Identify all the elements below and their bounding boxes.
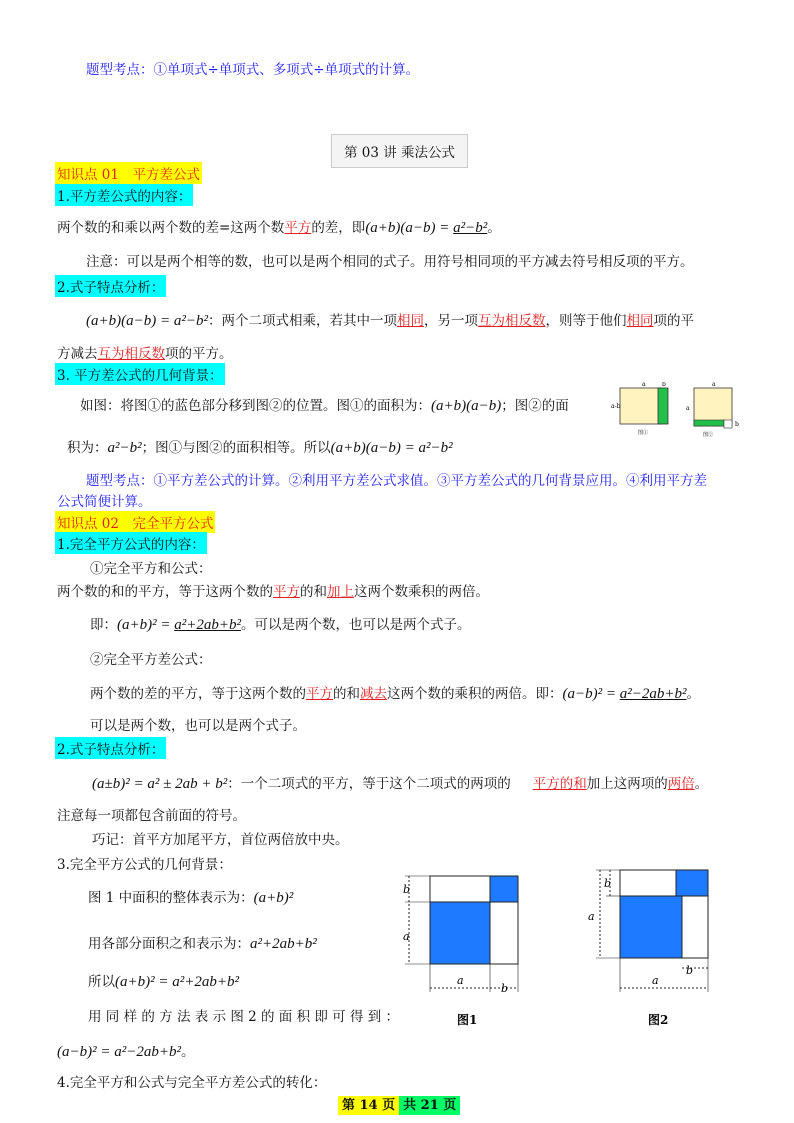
fig2-b-square <box>676 870 708 896</box>
fig1-a-square <box>430 902 490 964</box>
perfect-square-figure-1 <box>395 868 530 1030</box>
perfect-square-figure-2 <box>580 862 720 1030</box>
page-number: 第 14 页 <box>338 1096 399 1115</box>
fig1-caption: 图1 <box>457 1013 478 1027</box>
fig2-label-b: b <box>735 421 739 428</box>
chapter-title: 第 03 讲 乘法公式 <box>331 134 468 168</box>
kp2-difference-definition: 两个数的差的平方，等于这两个数的平方的和减去这两个数的乘积的两倍。即：(a−b)² = a²−2ab+b²。 <box>90 686 700 702</box>
fig1-label-a-left: a <box>403 930 410 943</box>
difference-of-squares-figure <box>610 382 742 438</box>
fig1-yellow-rect <box>620 388 662 424</box>
fig2-label-a: a <box>686 405 690 412</box>
fig1-label-b-bottom: b <box>501 982 509 995</box>
page-footer <box>338 1094 460 1113</box>
fig2-label-b-bottom: b <box>686 964 694 977</box>
fig2-label-a-left: a <box>588 910 595 923</box>
fig2-blue-square <box>620 896 682 958</box>
kp2-heading-geometry: 3.完全平方公式的几何背景： <box>57 857 232 873</box>
kp1-features-line2: 方减去互为相反数项的平方。 <box>57 346 233 362</box>
fig1-green-rect <box>658 388 668 424</box>
kp1-heading-content: 1.平方差公式的内容： <box>55 184 193 206</box>
fig1-caption: 图① <box>638 430 649 436</box>
fig2-label-a-bottom: a <box>652 974 659 987</box>
knowledge-point-1-title: 知识点 01 平方差公式 <box>55 162 202 184</box>
fig2-green-strip <box>694 420 724 426</box>
kp2-difference-note: 可以是两个数，也可以是两个式子。 <box>90 718 306 734</box>
kp1-geometry-line2: 积为：a²−b²；图①与图②的面积相等。所以(a+b)(a−b) = a²−b² <box>67 440 453 456</box>
fig2-label-a-top: a <box>712 382 716 388</box>
knowledge-point-2-title: 知识点 02 完全平方公式 <box>55 511 215 533</box>
kp2-geo-conclusion: 所以(a+b)² = a²+2ab+b² <box>88 974 239 990</box>
kp2-sub-difference: ②完全平方差公式： <box>90 652 212 668</box>
page-total: 共 21 页 <box>399 1096 460 1115</box>
kp2-features-line: (a±b)² = a² ± 2ab + b²：一个二项式的平方，等于这个二项式的两项的 平方的和加上这两项的两倍。 <box>92 776 709 792</box>
kp2-heading-features: 2.式子特点分析： <box>55 737 166 759</box>
kp2-geo-total: 图 1 中面积的整体表示为：(a+b)² <box>88 890 294 906</box>
kp2-sign-note: 注意每一项都包含前面的符号。 <box>57 808 246 824</box>
fig1-label-a-bottom: a <box>457 974 464 987</box>
kp2-geo-result: (a−b)² = a²−2ab+b²。 <box>57 1044 195 1060</box>
fig1-b-square <box>490 876 518 902</box>
kp1-heading-geometry: 3. 平方差公式的几何背景： <box>55 363 225 385</box>
kp2-geo-parts: 用各部分面积之和表示为：a²+2ab+b² <box>88 936 317 952</box>
kp2-geo-method: 用 同 样 的 方 法 表 示 图 2 的 面 积 即 可 得 到 ： <box>88 1009 400 1025</box>
kp1-heading-features: 2.式子特点分析： <box>55 275 166 297</box>
kp1-definition: 两个数的和乘以两个数的差=这两个数平方的差，即(a+b)(a−b) = a²−b²。 <box>57 220 501 236</box>
kp1-note: 注意：可以是两个相等的数，也可以是两个相同的式子。用符号相同项的平方减去符号相反项的平方。 <box>86 254 694 270</box>
kp2-sum-definition: 两个数的和的平方，等于这两个数的平方的和加上这两个数乘积的两倍。 <box>57 584 489 600</box>
kp1-exam-points-line1: 题型考点：①平方差公式的计算。②利用平方差公式求值。③平方差公式的几何背景应用。④利用平方差 <box>86 473 707 489</box>
kp1-features-line1: (a+b)(a−b) = a²−b²：两个二项式相乘，若其中一项相同，另一项互为相反数，则等于他们相同项的平 <box>86 313 694 329</box>
fig2-label-b-left: b <box>604 877 612 890</box>
kp1-geometry-line1: 如图：将图①的蓝色部分移到图②的位置。图①的面积为：(a+b)(a−b)；图②的面 <box>80 398 569 414</box>
fig1-label-b-left: b <box>403 883 411 896</box>
fig1-label-ab: a-b <box>611 403 621 410</box>
fig1-label-b: b <box>662 382 666 388</box>
kp2-heading-conversion: 4.完全平方和公式与完全平方差公式的转化： <box>57 1075 327 1091</box>
fig2-corner-square <box>724 420 732 428</box>
kp2-heading-content: 1.完全平方公式的内容： <box>55 532 207 554</box>
fig1-label-a: a <box>642 382 646 388</box>
exam-point-note: 题型考点：①单项式÷单项式、多项式÷单项式的计算。 <box>86 62 420 78</box>
kp2-sum-formula: 即：(a+b)² = a²+2ab+b²。可以是两个数，也可以是两个式子。 <box>90 617 471 633</box>
fig2-caption: 图② <box>703 432 714 438</box>
kp2-sub-sum: ①完全平方和公式： <box>90 561 212 577</box>
fig2-caption: 图2 <box>648 1013 669 1027</box>
kp1-exam-points-line2: 公式简便计算。 <box>57 494 152 510</box>
kp2-mnemonic: 巧记：首平方加尾平方，首位两倍放中央。 <box>92 832 349 848</box>
